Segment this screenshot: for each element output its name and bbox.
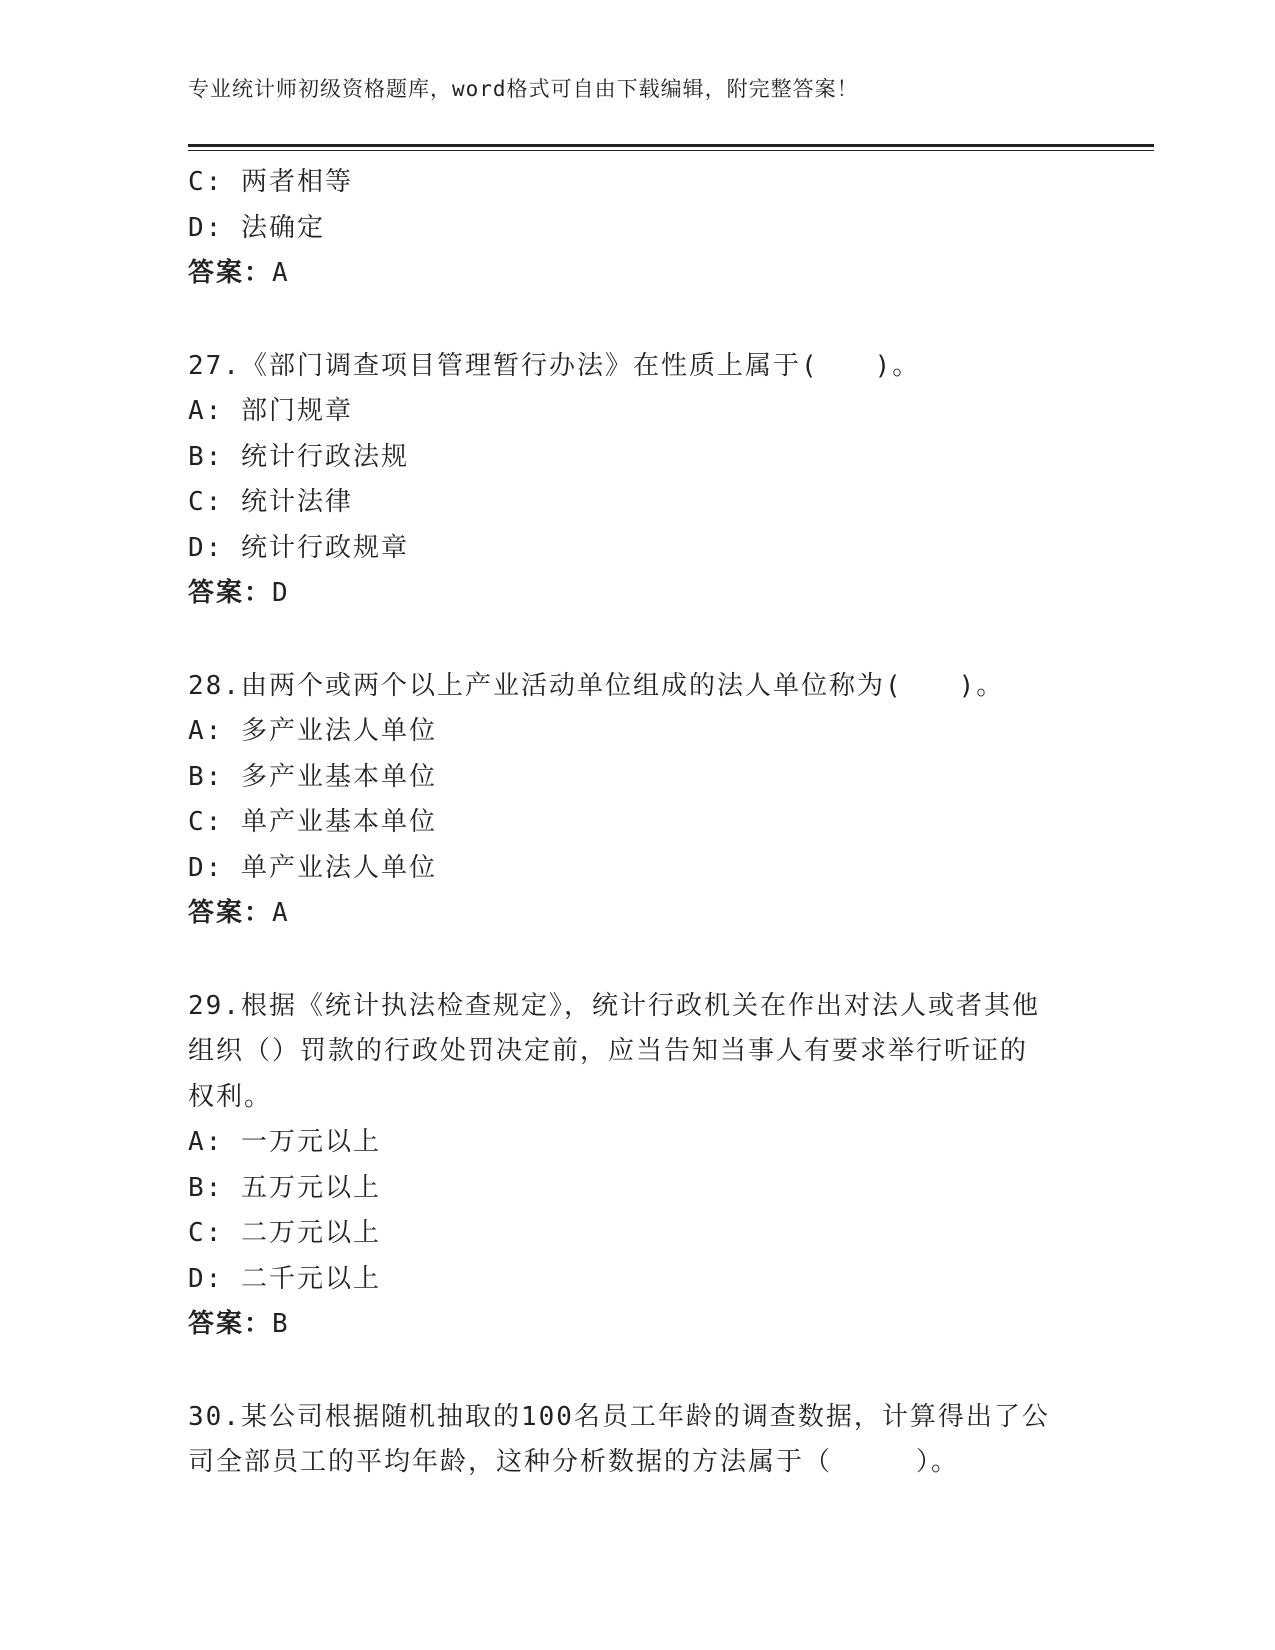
option-key: C: [188, 807, 224, 837]
option-line [188, 480, 1088, 526]
option-key: B: [188, 1172, 224, 1203]
option-text: 统计法律 [240, 487, 353, 517]
answer-value: A [272, 898, 290, 928]
option-line [188, 755, 1088, 801]
question-content [188, 160, 1088, 1486]
option-line [188, 1120, 1088, 1166]
option-text: 单产业基本单位 [240, 807, 437, 837]
question-30 [188, 1395, 1088, 1486]
option-line [188, 435, 1088, 481]
answer-value: A [272, 258, 290, 288]
question-stem: 27.《部门调查项目管理暂行办法》在性质上属于( )。 [188, 350, 921, 381]
option-line [188, 1211, 1088, 1257]
option-line [188, 160, 1088, 206]
option-text: 二万元以上 [240, 1218, 381, 1248]
option-key: C: [188, 1218, 224, 1248]
question-stem: 28.由两个或两个以上产业活动单位组成的法人单位称为( )。 [188, 670, 1005, 701]
question-28 [188, 664, 1088, 937]
option-key: D: [188, 212, 224, 243]
question-stem-line: 29.根据《统计执法检查规定》，统计行政机关在作出对法人或者其他 [188, 990, 1040, 1021]
question-stem-line: 司全部员工的平均年龄，这种分析数据的方法属于（ ）。 [188, 1447, 960, 1477]
answer-line [188, 251, 1088, 297]
option-line [188, 846, 1088, 892]
option-text: 一万元以上 [240, 1127, 381, 1157]
question-stem-line: 30.某公司根据随机抽取的100名员工年龄的调查数据，计算得出了公 [188, 1401, 1050, 1432]
option-key: C: [188, 167, 224, 197]
header-rule-thick [188, 144, 1154, 147]
option-text: 法确定 [240, 212, 325, 243]
question-27 [188, 344, 1088, 617]
answer-line [188, 571, 1088, 617]
option-line [188, 800, 1088, 846]
option-text: 统计行政法规 [240, 441, 409, 472]
answer-value: D [272, 578, 290, 608]
answer-label: 答案： [188, 258, 273, 288]
option-text: 多产业基本单位 [240, 761, 437, 792]
option-key: A: [188, 396, 224, 426]
prev-question [188, 160, 1088, 297]
option-line [188, 526, 1088, 572]
option-key: C: [188, 487, 224, 517]
option-line [188, 206, 1088, 252]
option-text: 二千元以上 [240, 1263, 381, 1294]
option-text: 单产业法人单位 [240, 852, 437, 883]
option-key: D: [188, 852, 224, 883]
question-29 [188, 984, 1088, 1348]
option-text: 五万元以上 [240, 1172, 381, 1203]
answer-line [188, 1302, 1088, 1348]
option-key: B: [188, 441, 224, 472]
header-rule-thin [188, 150, 1154, 151]
option-key: D: [188, 532, 224, 563]
answer-line [188, 891, 1088, 937]
option-text: 两者相等 [240, 167, 353, 197]
answer-label: 答案： [188, 898, 273, 928]
option-key: D: [188, 1263, 224, 1294]
question-stem-line: 权利。 [188, 1081, 273, 1112]
answer-label: 答案： [188, 578, 273, 608]
answer-value: B [272, 1309, 290, 1339]
option-key: A: [188, 716, 224, 746]
option-key: A: [188, 1127, 224, 1157]
option-line [188, 709, 1088, 755]
answer-label: 答案： [188, 1309, 273, 1339]
option-text: 统计行政规章 [240, 532, 409, 563]
option-line [188, 389, 1088, 435]
option-key: B: [188, 761, 224, 792]
option-line [188, 1257, 1088, 1303]
option-line [188, 1166, 1088, 1212]
question-stem-line: 组织（）罚款的行政处罚决定前，应当告知当事人有要求举行听证的 [188, 1036, 1029, 1066]
option-text: 多产业法人单位 [240, 716, 437, 746]
option-text: 部门规章 [240, 396, 353, 426]
page-header: 专业统计师初级资格题库，word格式可自由下载编辑，附完整答案！ [188, 77, 859, 101]
